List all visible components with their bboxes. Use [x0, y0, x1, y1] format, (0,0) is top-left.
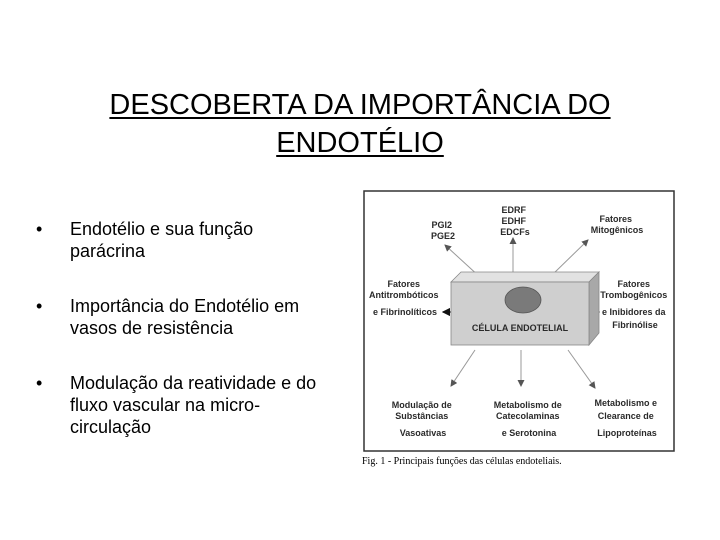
bullet-dot-icon: •: [36, 296, 43, 316]
bullet-dot-icon: •: [36, 219, 43, 239]
label-vasoativas: Modulação de Substâncias Vasoativas: [391, 400, 452, 438]
label-antitromboticos: Fatores Antitrombóticos e Fibrinolíticos: [368, 279, 439, 317]
cell-nucleus: [505, 287, 541, 313]
bullet-text-2a: Importância do Endotélio em: [70, 296, 300, 316]
cell-block-top: [451, 272, 599, 282]
bullet-list: [30, 218, 350, 438]
label-catecolaminas: Metabolismo de Catecolaminas e Serotonina: [493, 400, 562, 438]
label-trombogenicos: Fatores Trombogênicos e Inibidores da Fibrinólise: [600, 279, 668, 330]
label-mitogenicos: Fatores Mitogênicos: [590, 214, 644, 235]
label-lipoproteinas: Metabolismo e Clearance de Lipoproteínas: [594, 398, 657, 438]
slide-title: [40, 86, 680, 162]
endothelial-cell-block: [451, 272, 599, 345]
bullet-text-3c: circulação: [70, 417, 152, 437]
figure-caption: Fig. 1 - Principais funções das células endoteliais.: [362, 456, 562, 467]
cell-block-side: [589, 272, 599, 345]
bullet-item: [30, 218, 350, 262]
bullet-dot-icon: •: [36, 373, 43, 393]
title-line-2: ENDOTÉLIO: [276, 127, 444, 159]
center-label: CÉLULA ENDOTELIAL: [471, 323, 569, 333]
bullet-text-1b: parácrina: [70, 241, 146, 261]
bullet-text-3a: Modulação da reatividade e do: [70, 373, 317, 393]
bullet-text-3b: fluxo vascular na micro-: [70, 395, 261, 415]
bullet-item: [30, 295, 350, 339]
endothelial-cell-diagram: [363, 190, 675, 452]
title-line-1: DESCOBERTA DA IMPORTÂNCIA DO: [109, 89, 611, 121]
bullet-text-2b: vasos de resistência: [70, 318, 234, 338]
bullet-text-1a: Endotélio e sua função: [70, 219, 254, 239]
bullet-item: [30, 372, 350, 438]
label-pgi: PGI2 PGE2: [430, 220, 456, 241]
label-edrf: EDRF EDHF EDCFs: [500, 205, 530, 237]
